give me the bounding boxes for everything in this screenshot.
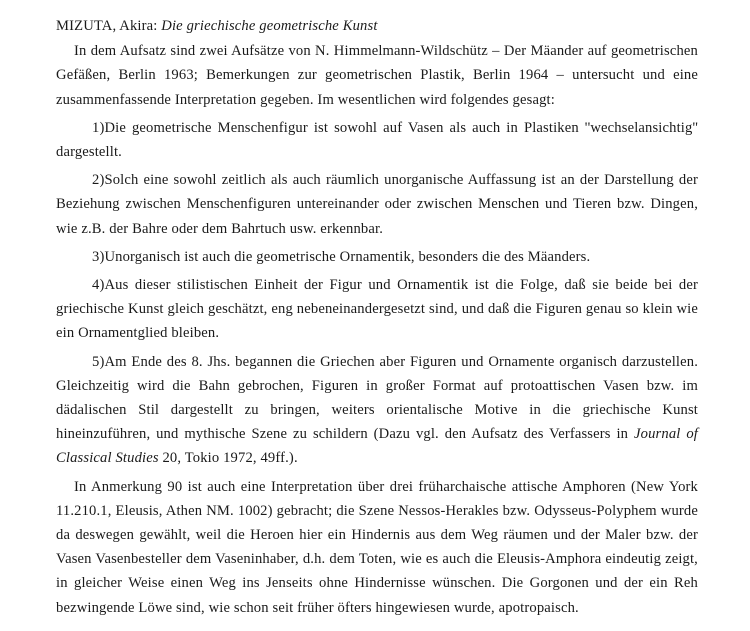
- point-number: 5): [92, 353, 105, 370]
- point-number: 1): [92, 119, 105, 136]
- point-2: [56, 168, 698, 241]
- point-number: 4): [92, 277, 105, 294]
- point-text: Die geometrische Menschenfigur ist sowohl auf Vasen als auch in Plastiken ''wechselansichtig'' dargestellt.: [56, 119, 698, 161]
- point-number: 3): [92, 248, 105, 265]
- point-text: Solch eine sowohl zeitlich als auch räumlich unorganische Auffassung ist an der Darstellung der Beziehung zwischen Menschenfiguren untereinander oder zwischen Menschen und Tieren bzw. Dingen, wie z.B. der Bahre oder dem Bahrtuch usw. erkennbar.: [56, 172, 698, 237]
- point-text-end: 20, Tokio 1972, 49ff.).: [158, 450, 298, 467]
- point-text: Aus dieser stilistischen Einheit der Figur und Ornamentik ist die Folge, daß sie beide bei der griechische Kunst gleich geschätzt, eng nebeneinandergesetzt sind, und daß die Figuren genau so klein wie ein Ornamentglied bleiben.: [56, 277, 698, 342]
- point-number: 2): [92, 172, 105, 189]
- point-text: Am Ende des 8. Jhs. begannen die Griechen aber Figuren und Ornamente organisch darzustellen. Gleichzeitig wird die Bahn gebrochen, Figuren in großer Format auf protoattischen Vasen bzw. im dädalischen Stil dargestellt zu bringen, weiters orientalische Motive in die griechische Kunst hineinzuführen, und mythische Szene zu schildern (Dazu vgl. den Aufsatz des Verfassers in: [56, 353, 698, 443]
- closing-paragraph: In Anmerkung 90 ist auch eine Interpretation über drei früharchaische attische Amphoren (New York 11.210.1, Eleusis, Athen NM. 1002) gebracht; die Szene Nessos-Herakles bzw. Odysseus-Polyphem wurde da deswegen gewählt, weil die Heroen hier ein Hindernis aus dem Weg räumen und der Maler bzw. der Vasen Vasenbesteller dem Vaseninhaber, d.h. dem Toten, wie es auch die Eleusis-Amphora eindeutig zeigt, in gleicher Weise einen Weg ins Jenseits ohne Hindernisse wünschen. Die Gorgonen und der ein Reh bezwingende Löwe sind, wie schon seit früher öfters hingewiesen wurde, apotropaisch.: [56, 478, 698, 616]
- point-1: [56, 116, 698, 164]
- intro-paragraph: In dem Aufsatz sind zwei Aufsätze von N. Himmelmann-Wildschütz – Der Mäander auf geometrischen Gefäßen, Berlin 1963; Bemerkungen zur geometrischen Plastik, Berlin 1964 – untersucht und eine zusammenfassende Interpretation gegeben. Im wesentlichen wird folgendes gesagt:: [56, 43, 698, 108]
- author-name: MIZUTA, Akira:: [56, 18, 158, 34]
- article-title: Die griechische geometrische Kunst: [161, 18, 378, 34]
- point-text: Unorganisch ist auch die geometrische Ornamentik, besonders die des Mäanders.: [104, 248, 591, 265]
- document-page: [56, 14, 698, 624]
- journal-title: Journal of Classical Studies: [56, 426, 698, 467]
- point-4: [56, 273, 698, 346]
- point-5: [56, 350, 698, 471]
- point-3: [56, 245, 698, 269]
- article-heading: [56, 14, 698, 38]
